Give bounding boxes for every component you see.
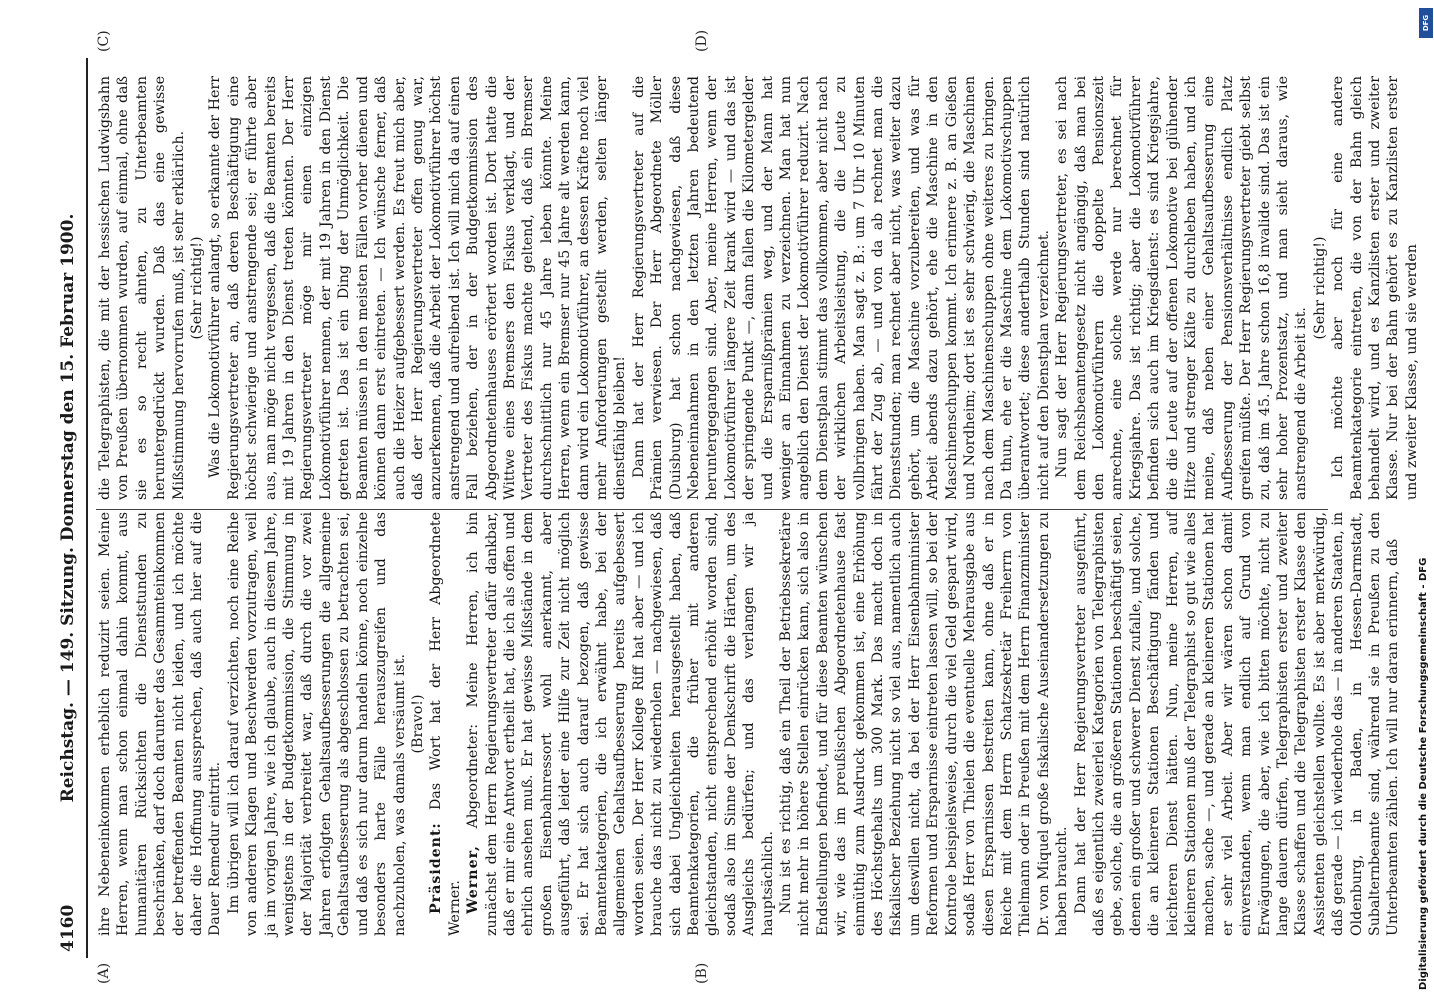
header-rule (86, 58, 88, 958)
column-divider (96, 509, 1328, 510)
paragraph: Nun ist es richtig, daß ein Theil der Betriebssekretäre nicht mehr in höhere Stellen einrücken kann, sich also in Endstellungen befindet, und für diese Beamten wünschen wir, wie das im preußischen Abgeordnetenhause fast einmüthig zum Ausdruck gekommen ist, eine Erhöhung des Höchstgehalts um 300 Mark. Das macht doch in fiskalischer Beziehung nicht so viel aus, namentlich auch um deswillen nicht, da bei der Herr Eisenbahnminister Reformen und Ersparnisse eintreten lassen will, so bei der Kontrole beispielsweise, durch die viel Geld gespart wird, sodaß Herr von Thielen die eventuelle Mehrausgabe aus diesen Ersparnissen bestreiten kann, ohne daß er in Reiche mit dem Herrn Schatzsekretär Freiherrn von Thielmann oder in Preußen mit dem Herrn Finanzminister Dr. von Miquel große fiskalische Auseinandersetzungen zu haben braucht. (778, 512, 1071, 936)
paragraph: die Telegraphisten, die mit der hessischen Ludwigsbahn von Preußen übernommen wurden, auf einmal, ohne daß sie es so recht ahnten, zu Unterbeamten heruntergedrückt wurden. Daß das eine gewisse Mißstimmung hervorrufen muß, ist sehr erklärlich. (97, 76, 187, 500)
dfg-logo (1419, 8, 1433, 38)
rotated-page (52, 29, 1420, 984)
paragraph (464, 512, 777, 936)
interjection: (Sehr richtig!) (189, 236, 206, 340)
speaker-name: Präsident: (428, 822, 445, 914)
page-header (52, 58, 86, 958)
paragraph: Dann hat der Herr Regierungsvertreter ausgeführt, daß es eigentlich zweierlei Kategorien von Telegraphisten gebe, solche, die an größeren Stationen beschäftigt seien, denen ein großer und schwerer Dienst zufalle, und solche, die an kleineren Stationen Beschäftigung fänden und leichteren Dienst hätten. Nun, meine Herren, auf kleineren Stationen muß der Telegraphist so gut wie alles machen, sache —, und gerade an kleineren Stationen hat er sehr viel Arbeit. Aber wir wären schon damit einverstanden, wenn man endlich auf Grund von Erwägungen, die aber, wie ich bitten möchte, nicht zu lange dauern dürfen, Telegraphisten erster und zweiter Klasse schaffen und die Telegraphisten erster Klasse den Assistenten gleichstellen wollte. Es ist aber merkwürdig, daß gerade — ich wiederhole das — in anderen Staaten, in Oldenburg, in Baden, in Hessen-Darmstadt, Subalternbeamte sind, während sie in Preußen zu den Unterbeamten zählen. Ich will nur daran erinnern, daß (1072, 512, 1402, 936)
speaker-name: Werner, (465, 845, 482, 914)
paragraph: Dann hat der Herr Regierungsvertreter auf die Prämien verwiesen. Der Herr Abgeordnete Möller (Duisburg) hat schon nachgewiesen, daß diese Nebeneinnahmen in den letzten Jahren bedeutend heruntergegangen sind. Aber, meine Herren, wenn der Lokomotivführer längere Zeit krank wird — und das ist der springende Punkt —, dann fallen die Kilometergelder und die Ersparnißprämien weg, und der Mann hat weniger an Einnahmen zu verzeichnen. Man hat nun angeblich den Dienst der Lokomotivführer reduzirt. Nach dem Dienstplan stimmt das vollkommen, aber nicht nach der wirklichen Arbeitsleistung, die die Leute zu vollbringen haben. Man sagt z. B.: um 7 Uhr 10 Minuten fährt der Zug ab, — und von da ab rechnet man die Dienststunden; man rechnet aber nicht, was weiter dazu gehört, um die Maschine vorzubereiten, und was für Arbeit abends dazu gehört, ehe die Maschine in den Maschinenschuppen kommt. Ich erinnere z. B. an Gießen und Nordheim; dort ist es sehr schwierig, die Maschinen nach dem Maschinenschuppen ohne weiteres zu bringen. Da thun, ehe er die Maschine dem Lokomotivschuppen überantwortet; diese anderthalb Stunden sind natürlich nicht auf den Dienstplan verzeichnet. (630, 76, 1052, 500)
speech-text: Abgeordneter: Meine Herren, ich bin zunächst dem Herrn Regierungsvertreter dafür dankbar, daß er mir eine Antwort ertheilt hat, die ich als offen und ehrlich ansehen muß. Er hat gewisse Mißstände in dem großen Eisenbahnressort wohl anerkannt, aber ausgeführt, daß leider eine Hilfe zur Zeit nicht möglich sei. Er hat sich auch darauf bezogen, daß gewisse Beamtenkategorien, die ich erwähnt habe, bei der allgemeinen Gehaltsaufbesserung bereits aufgebessert worden seien. Der Herr Kollege Riff hat aber — und ich brauche das nicht zu wiederholen — nachgewiesen, daß sich dabei Ungleichheiten herausgestellt haben, daß Beamtenkategorien, die früher mit anderen gleichstanden, nicht entsprechend erhöht worden sind, sodaß also im Sinne der Denkschrift die Härten, um des Ausgleichs bedürfen; und das verlangen wir ja hauptsächlich. (465, 512, 776, 936)
margin-marker-d: (D) (694, 29, 710, 52)
speech-text: Das Wort hat der Herr Abgeordnete Werner. (428, 512, 463, 936)
interjection: (Sehr richtig!) (1311, 236, 1328, 340)
paragraph: Im übrigen will ich darauf verzichten, noch eine Reihe von anderen Klagen und Beschwerden vorzutragen, weil ja im vorigen Jahre, wie ich glaube, auch in diesem Jahre, wenigstens in der Budgetkommission, die Stimmung in der Majorität verbreitet war, daß durch die vor zwei Jahren erfolgten Gehaltsaufbesserungen die allgemeine Gehaltsaufbesserung als abgeschlossen zu betrachten sei, und daß es sich nur darum handeln könne, noch einzelne besonders harte Fälle herauszugreifen und das nachzuholen, was damals versäumt ist. (225, 512, 408, 936)
paragraph: Ich möchte aber noch für eine andere Beamtenkategorie eintreten, die von der Bahn gleich behandelt wird, und es Kanzlisten erster und zweiter Klasse. Nur bei der Bahn gehört es zu Kanzlisten erster und zweiter Klasse, und sie werden (1330, 76, 1420, 500)
margin-marker-a: (A) (96, 962, 112, 984)
right-column (96, 76, 1420, 500)
interjection: (Bravo!) (409, 694, 426, 754)
digitization-credit: Digitalisierung gefördert durch die Deutsche Forschungsgemeinschaft - DFG (1418, 557, 1429, 990)
page-number: 4160 (58, 904, 78, 952)
margin-marker-c: (C) (96, 30, 112, 52)
margin-marker-b: (B) (694, 962, 710, 984)
page-title: Reichstag. — 149. Sitzung. Donnerstag den 15. Februar 1900. (58, 213, 78, 803)
left-column (96, 512, 1402, 936)
paragraph: Nun sagt der Herr Regierungsvertreter, es sei nach dem Reichsbeamtengesetz nicht angängig, daß man bei den Lokomotivführern die doppelte Pensionszeit anrechne, eine solche werde nur berechnet für Kriegsjahre. Das ist richtig; aber die Lokomotivführer befinden sich auch im Kriegsdienst: es sind Kriegsjahre, die die Leute auf der offenen Lokomotive bei glühender Hitze und strenger Kälte zu durchleben haben, und ich meine, daß neben einer Gehaltsaufbesserung eine Aufbesserung der Pensionsverhältnisse endlich Platz greifen müßte. Der Herr Regierungsvertreter giebt selbst zu, daß im 45. Jahre schon 16,8 invalide sind. Das ist ein sehr hoher Prozentsatz, und man sieht daraus, wie anstrengend die Arbeit ist. (1054, 76, 1310, 500)
paragraph: Was die Lokomotivführer anlangt, so erkannte der Herr Regierungsvertreter an, daß deren Beschäftigung eine höchst schwierige und anstrengende sei; er führte aber aus, man möge nicht vergessen, daß die Beamten bereits mit 19 Jahren in den Dienst treten könnten. Der Herr Regierungsvertreter möge mir einen einzigen Lokomotivführer nennen, der mit 19 Jahren in den Dienst getreten ist. Das ist ein Ding der Unmöglichkeit. Die Beamten müssen in den meisten Fällen vorher dienen und können dann erst eintreten. — Ich wünsche ferner, daß auch die Heizer aufgebessert werden. Es freut mich aber, daß der Herr Regierungsvertreter offen genug war, anzuerkennen, daß die Arbeit der Lokomotivführer höchst anstrengend und aufreibend ist. Ich will mich da auf einen Fall beziehen, der in der Budgetkommission des Abgeordnetenhauses erörtert worden ist. Dort hatte die Wittwe eines Bremsers den Fiskus verklagt, und der Vertreter des Fiskus machte geltend, daß ein Bremser durchschnittlich nur 45 Jahre leben könnte. Meine Herren, wenn ein Bremser nur 45 Jahre alt werden kann, dann wird ein Lokomotivführer, an dessen Kräfte noch viel mehr Anforderungen gestellt werden, selten länger dienstfähig bleiben! (207, 76, 629, 500)
paragraph: ihre Nebeneinkommen erheblich reduzirt seien. Meine Herren, wenn man schon einmal dahin kommt, aus humanitären Rücksichten die Dienststunden zu beschränken, darf doch darunter das Gesammteinkommen der betreffenden Beamten nicht leiden, und ich möchte daher die Hoffnung aussprechen, daß auch hier auf die Dauer Remedur eintritt. (97, 512, 224, 936)
dfg-logo-text: DFG (1422, 14, 1430, 32)
paragraph (427, 512, 464, 936)
